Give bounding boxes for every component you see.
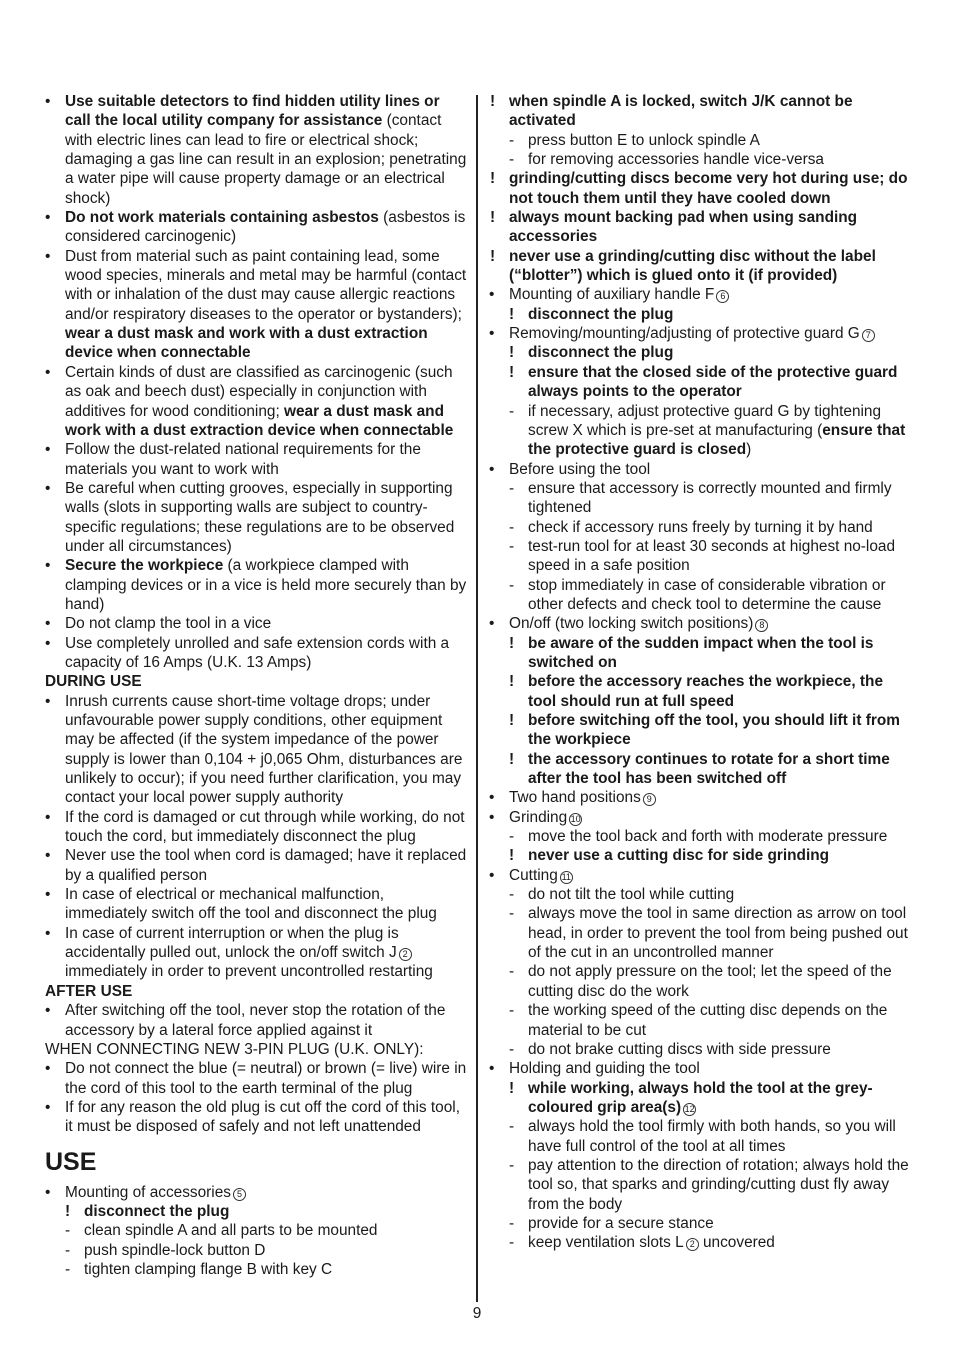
item-text: do not brake cutting discs with side pressure [528,1040,831,1058]
warning-item [489,305,909,324]
bullet-item [45,208,467,247]
bullet-item [45,1001,467,1040]
item-text: test-run tool for at least 30 seconds at highest no-load speed in a safe position [528,537,896,575]
left-column [45,92,467,1279]
item-text: be aware of the sudden impact when the tool is switched on [528,634,874,671]
item-text: keep ventilation slots L [528,1234,684,1252]
item-text: Never use the tool when cord is damaged; have it replaced by a qualified person [65,847,467,884]
item-text: In case of electrical or mechanical malfunction, immediately switch off the tool and disconnect the plug [65,886,437,923]
figure-reference-circle: 11 [561,871,571,882]
item-text: ) [746,441,752,459]
item-text: (a workpiece clamped with clamping devices or in a vice is held more securely than by hand) [65,557,467,613]
bullet-item [489,460,909,479]
item-text: Follow the dust-related national requirements for the materials you want to work with [65,441,421,478]
bullet-item [45,479,467,556]
bullet-item [45,1098,467,1137]
dash-item [489,1156,909,1214]
item-text: Inrush currents cause short-time voltage drops; under unfavourable power supply conditions, other equipment may be affected (if the system impedance of the power supply is lower than 0,104 + j0,065 Ohm, disturbances are unlikely to occur); if you need further clarification, you may contact your local power supply authority [65,692,463,807]
item-text: Before using the tool [509,460,651,478]
bullet-item [489,808,909,827]
item-text: push spindle-lock button D [84,1241,266,1259]
item-text: Removing/mounting/adjusting of protective guard G [509,325,860,343]
dash-item [489,479,909,518]
item-text: disconnect the plug [84,1202,230,1220]
bullet-item [45,614,467,633]
item-text: Mounting of auxiliary handle F [509,286,715,304]
warning-item [489,169,909,208]
item-text: always mount backing pad when using sanding accessories [509,209,858,246]
bullet-item [489,788,909,807]
bullet-item [489,324,909,343]
dash-item [489,537,909,576]
main-heading [45,1148,467,1176]
warning-item [489,672,909,711]
bullet-item [45,692,467,808]
plain-line [45,1040,467,1059]
item-text: check if accessory runs freely by turning it by hand [528,518,873,536]
item-text: do not tilt the tool while cutting [528,886,735,904]
warning-item [489,208,909,247]
dash-item [489,402,909,460]
bullet-item [45,634,467,673]
bullet-item [45,924,467,982]
dash-item [489,131,909,150]
item-text: do not apply pressure on the tool; let the speed of the cutting disc do the work [528,963,892,1000]
figure-reference-circle: 7 [862,329,875,342]
item-text: the accessory continues to rotate for a short time after the tool has been switched off [528,750,890,788]
item-text: the working speed of the cutting disc depends on the material to be cut [528,1002,888,1039]
dash-item [489,1001,909,1040]
item-text: uncovered [698,1234,775,1252]
item-text: ensure that the closed side of the protective guard always points to the operator [528,363,898,401]
warning-item [489,92,909,131]
item-text: move the tool back and forth with moderate pressure [528,828,888,846]
item-text: Certain kinds of dust are classified as carcinogenic (such as oak and beech dust) especially in conjunction with additives for wood conditioning; [65,363,453,420]
dash-item [489,150,909,169]
item-text: before switching off the tool, you should lift it from the workpiece [528,712,900,749]
column-divider [476,95,478,1302]
item-text: WHEN CONNECTING NEW 3-PIN PLUG (U.K. ONLY): [45,1040,424,1058]
warning-item [45,1202,467,1221]
bullet-item [45,1183,467,1202]
bullet-item [45,846,467,885]
item-text: ensure that accessory is correctly mounted and firmly tightened [528,479,892,517]
page-number: 9 [472,1305,482,1322]
bullet-item [45,247,467,363]
item-text: AFTER USE [45,982,133,1000]
item-text: for removing accessories handle vice-versa [528,151,824,169]
figure-reference-circle: 8 [755,619,768,632]
dash-item [489,1117,909,1156]
item-text: Mounting of accessories [65,1183,231,1201]
item-text: tighten clamping flange B with key C [84,1260,333,1278]
item-text: USE [45,1147,97,1176]
warning-item [489,750,909,789]
bullet-item [489,614,909,633]
figure-reference-circle: 9 [643,793,656,806]
item-text: disconnect the plug [528,305,674,323]
item-text: On/off (two locking switch positions) [509,615,754,633]
bullet-item [489,866,909,885]
item-text: before the accessory reaches the workpiece, the tool should run at full speed [528,673,883,710]
item-text: when spindle A is locked, switch J/K cannot be activated [509,93,853,130]
figure-reference-circle: 6 [716,290,729,303]
item-text: DURING USE [45,673,142,691]
item-text: never use a grinding/cutting disc without the label (“blotter”) which is glued onto it (if provided) [509,247,876,285]
item-text: Use completely unrolled and safe extension cords with a capacity of 16 Amps (U.K. 13 Amps) [65,634,450,671]
item-text: grinding/cutting discs become very hot during use; do not touch them until they have cooled down [509,170,908,207]
bullet-item [45,92,467,208]
item-text: Cutting [509,866,558,884]
bold-text: Secure the workpiece [65,557,224,575]
item-text: disconnect the plug [528,344,674,362]
figure-reference-circle: 5 [233,1188,246,1201]
warning-item [489,846,909,865]
dash-item [489,885,909,904]
item-text: If for any reason the old plug is cut off the cord of this tool, it must be disposed of safely and not left unattended [65,1098,460,1136]
item-text: Holding and guiding the tool [509,1060,700,1078]
bullet-item [489,285,909,304]
section-heading [45,982,467,1001]
item-text: Dust from material such as paint containing lead, some wood species, minerals and metal may be harmful (contact with or inhalation of the dust may cause allergic reactions and/or respiratory diseases to the operator or bystanders); [65,247,467,323]
section-heading [45,672,467,691]
item-text: (contact with electric lines can lead to fire or electrical shock; damaging a gas line can result in an explosion; penetrating a water pipe will cause property damage or an electrical shock) [65,112,467,207]
dash-item [45,1241,467,1260]
figure-reference-circle: 2 [686,1238,699,1251]
dash-item [45,1221,467,1240]
item-text: press button E to unlock spindle A [528,131,760,149]
item-text: In case of current interruption or when the plug is accidentally pulled out, unlock the on/off switch J [65,924,399,962]
item-text: Be careful when cutting grooves, especially in supporting walls (slots in supporting walls are subject to country-specific regulations; these regulations are to be observed under all circumstances) [65,479,455,555]
figure-reference-circle: 2 [399,948,412,961]
item-text: always hold the tool firmly with both hands, so you will have full control of the tool at all times [528,1118,896,1155]
warning-item [489,1079,909,1118]
dash-item [489,827,909,846]
bullet-item [45,808,467,847]
warning-item [489,711,909,750]
item-text: clean spindle A and all parts to be mounted [84,1222,378,1240]
bold-text: wear a dust mask and work with a dust extraction device when connectable [65,402,454,439]
dash-item [489,518,909,537]
item-text: Grinding [509,808,568,826]
dash-item [45,1260,467,1279]
bullet-item [45,885,467,924]
dash-item [489,904,909,962]
bullet-item [489,1059,909,1078]
figure-reference-circle: 12 [684,1103,695,1114]
item-text: Two hand positions [509,789,641,807]
item-text: If the cord is damaged or cut through while working, do not touch the cord, but immediately disconnect the plug [65,808,465,846]
warning-item [489,343,909,362]
warning-item [489,363,909,402]
dash-item [489,1214,909,1233]
bold-text: Use suitable detectors to find hidden utility lines or call the local utility company for assistance [65,93,440,130]
warning-item [489,634,909,673]
bullet-item [45,363,467,440]
figure-reference-circle: 10 [570,813,581,824]
bullet-item [45,440,467,479]
warning-item [489,247,909,286]
item-text: pay attention to the direction of rotation; always hold the tool so, that sparks and grinding/cutting dust fly away from the body [528,1156,909,1213]
bold-text: wear a dust mask and work with a dust extraction device when connectable [65,325,428,362]
bullet-item [45,1059,467,1098]
item-text: never use a cutting disc for side grinding [528,847,830,865]
item-text: provide for a secure stance [528,1214,714,1232]
item-text: Do not connect the blue (= neutral) or brown (= live) wire in the cord of this tool to the earth terminal of the plug [65,1060,467,1097]
item-text: immediately in order to prevent uncontrolled restarting [65,963,433,981]
item-text: After switching off the tool, never stop the rotation of the accessory by a lateral force applied against it [65,1002,446,1039]
item-text: stop immediately in case of considerable vibration or other defects and check tool to determine the cause [528,576,886,613]
bullet-item [45,556,467,614]
dash-item [489,576,909,615]
dash-item [489,1233,909,1252]
bold-text: Do not work materials containing asbestos [65,209,379,227]
dash-item [489,1040,909,1059]
dash-item [489,962,909,1001]
bold-text: ensure that the protective guard is closed [528,421,906,459]
item-text: always move the tool in same direction as arrow on tool head, in order to prevent the tool from being pushed out of the cut in an uncontrolled manner [528,905,908,962]
item-text: (asbestos is considered carcinogenic) [65,209,466,246]
item-text: while working, always hold the tool at the grey-coloured grip area(s) [528,1079,873,1116]
right-column [489,92,909,1253]
item-text: Do not clamp the tool in a vice [65,615,272,633]
item-text: if necessary, adjust protective guard G by tightening screw X which is pre-set at manufacturing ( [528,402,882,439]
